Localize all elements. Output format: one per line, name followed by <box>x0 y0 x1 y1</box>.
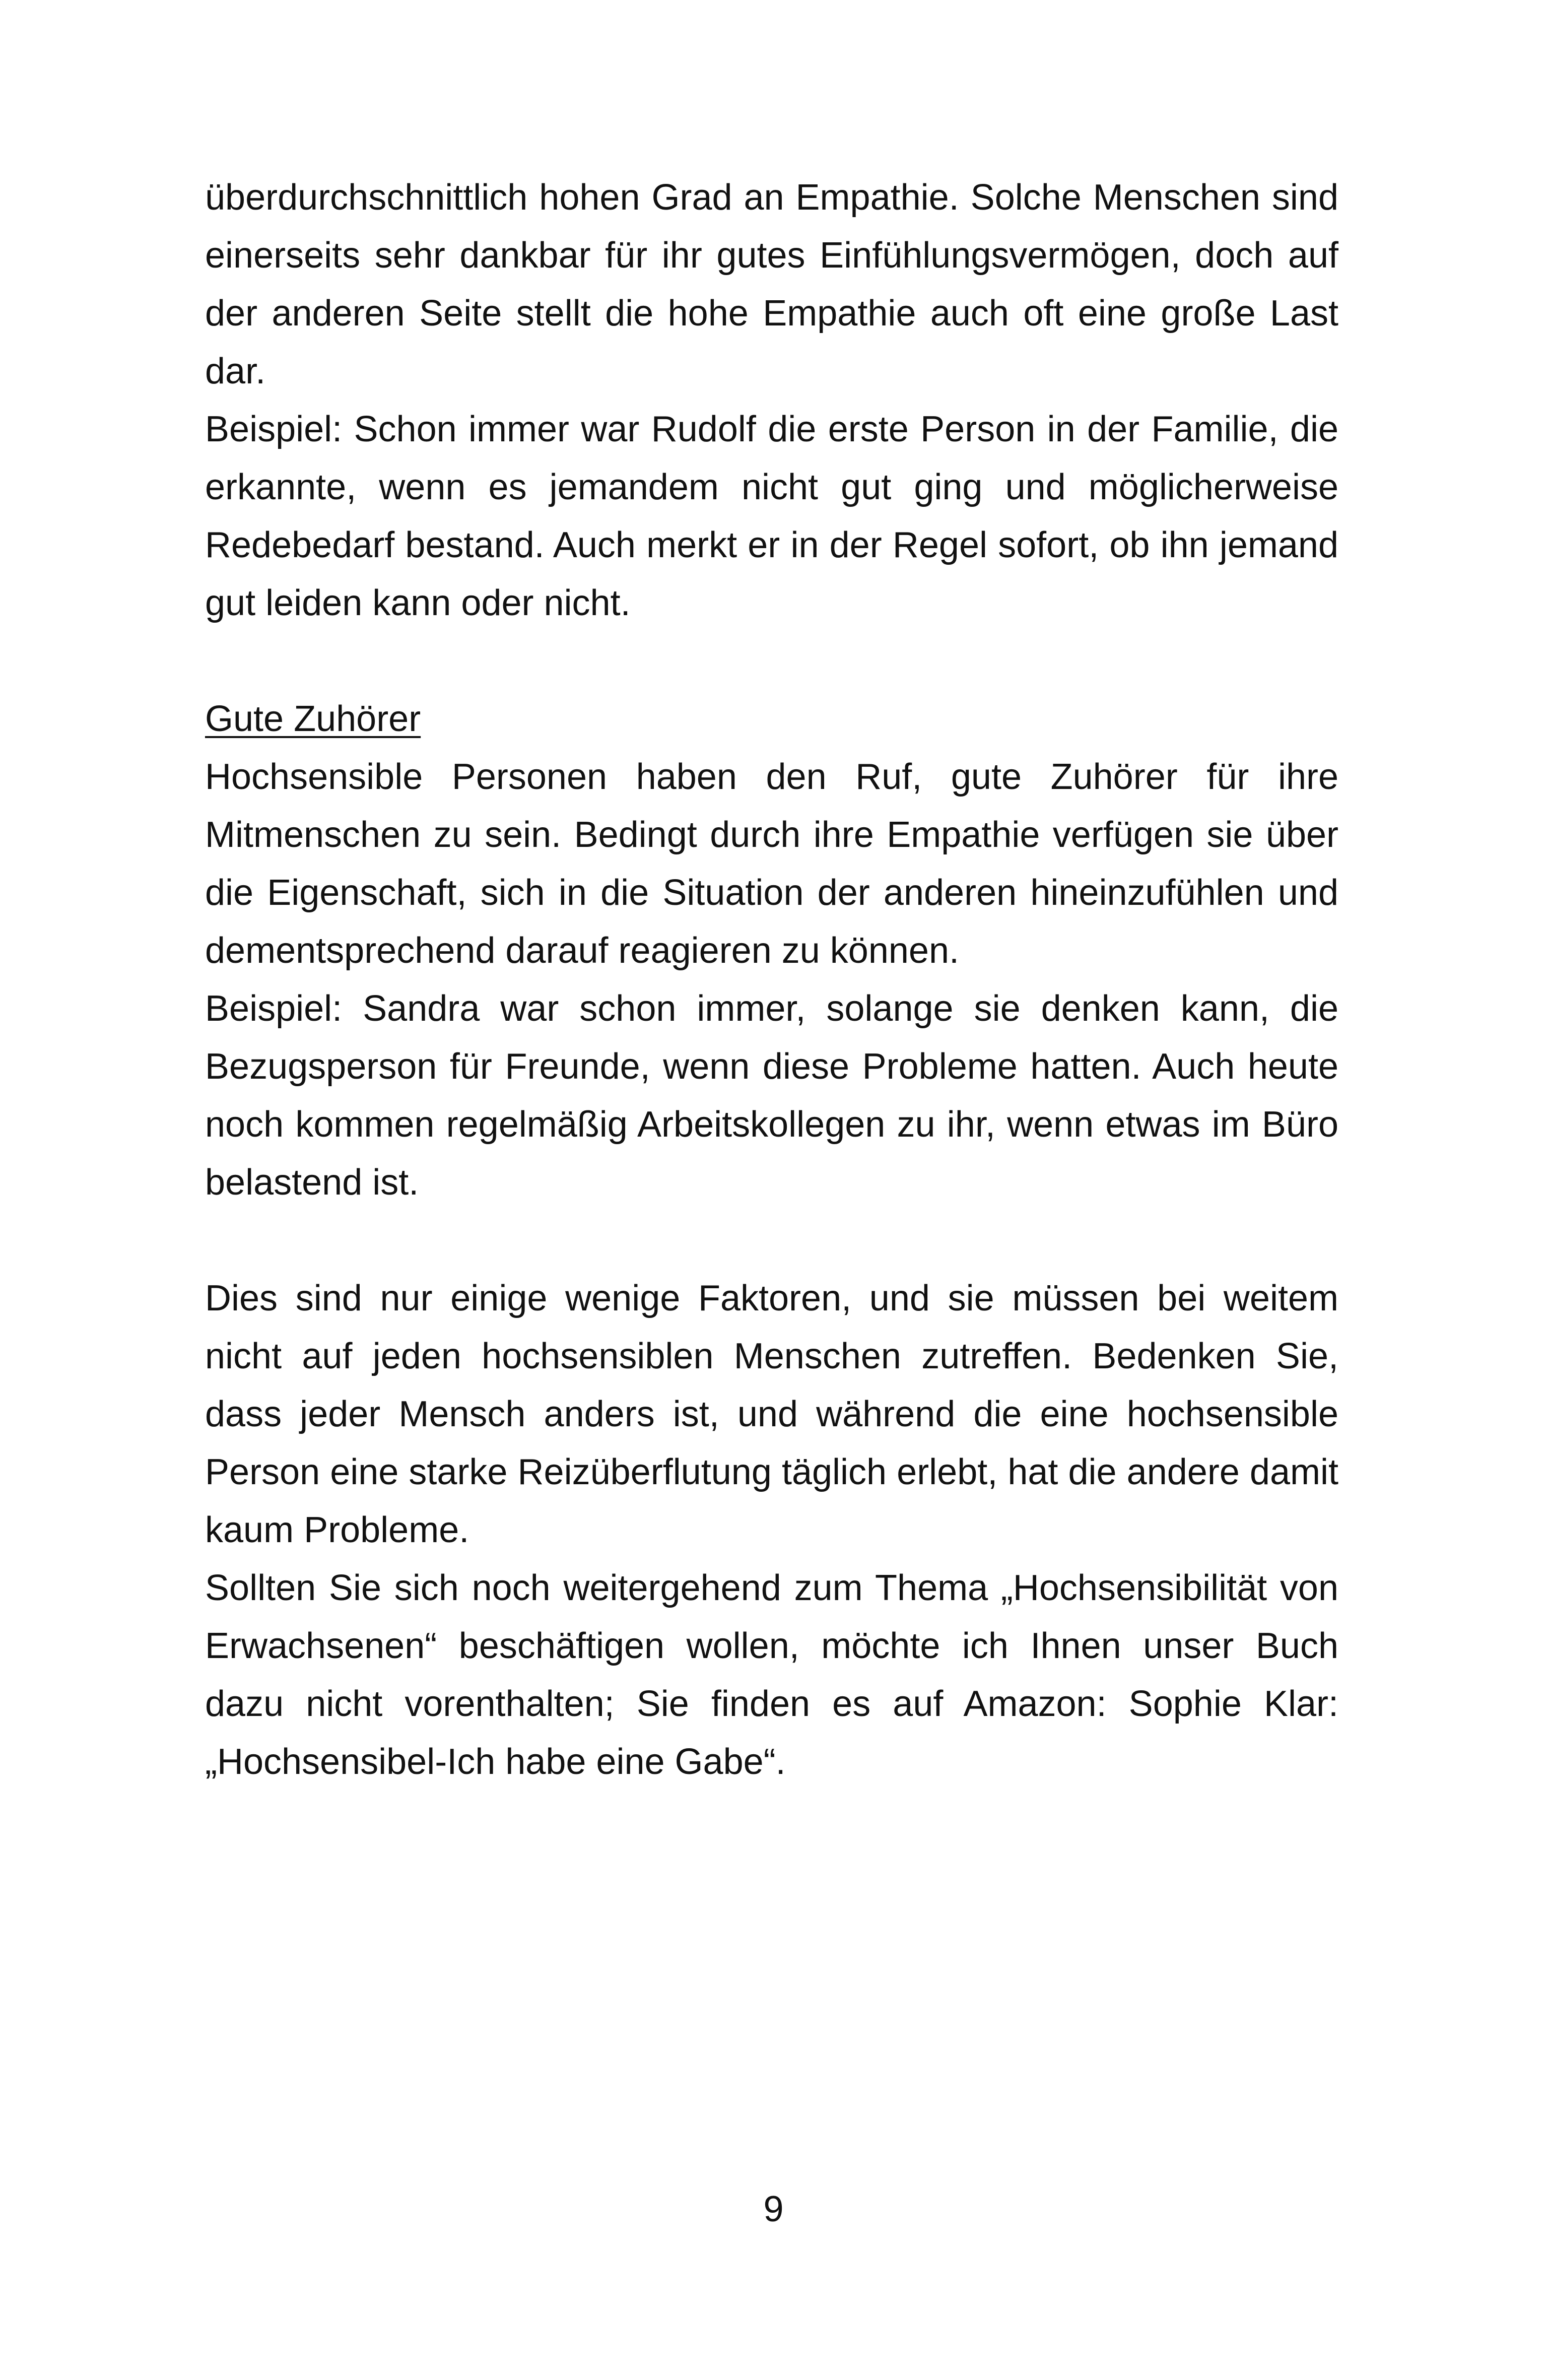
listeners-example-paragraph: Beispiel: Sandra war schon immer, solange sie denken kann, die Bezugsperson für Freunde, wenn diese Probleme hatten. Auch heute noch kommen regelmäßig Arbeitskollegen zu ihr, wenn etwas im Büro belastend ist. <box>205 988 1338 1203</box>
conclusion-paragraph: Dies sind nur einige wenige Faktoren, und sie müssen bei weitem nicht auf jeden hochsensiblen Menschen zutreffen. Bedenken Sie, dass jeder Mensch anders ist, und während die eine hochsensible Person eine starke Reizüberflutung täglich erlebt, hat die andere damit kaum Probleme. <box>205 1278 1338 1550</box>
section-heading-good-listeners: Gute Zuhörer <box>205 699 421 739</box>
empathy-example-paragraph: Beispiel: Schon immer war Rudolf die erste Person in der Familie, die erkannte, wenn es jemandem nicht gut ging und möglicherweise Redebedarf bestand. Auch merkt er in der Regel sofort, ob ihn jemand gut leiden kann oder nicht. <box>205 409 1338 623</box>
page-number: 9 <box>763 2189 784 2229</box>
paragraph-spacer <box>205 632 1338 690</box>
page-body-text <box>205 169 1338 1791</box>
paragraph-spacer <box>205 1212 1338 1270</box>
listeners-paragraph: Hochsensible Personen haben den Ruf, gute Zuhörer für ihre Mitmenschen zu sein. Bedingt durch ihre Empathie verfügen sie über die Eigenschaft, sich in die Situation der anderen hineinzufühlen und dementsprechend darauf reagieren zu können. <box>205 757 1338 971</box>
book-recommendation-paragraph: Sollten Sie sich noch weitergehend zum Thema „Hochsensibilität von Erwachsenen“ beschäftigen wollen, möchte ich Ihnen unser Buch dazu nicht vorenthalten; Sie finden es auf Amazon: Sophie Klar: „Hochsensibel-Ich habe eine Gabe“. <box>205 1568 1338 1782</box>
empathy-paragraph: überdurchschnittlich hohen Grad an Empathie. Solche Menschen sind einerseits sehr dankbar für ihr gutes Einfühlungsvermögen, doch auf der anderen Seite stellt die hohe Empathie auch oft eine große Last dar. <box>205 177 1338 391</box>
